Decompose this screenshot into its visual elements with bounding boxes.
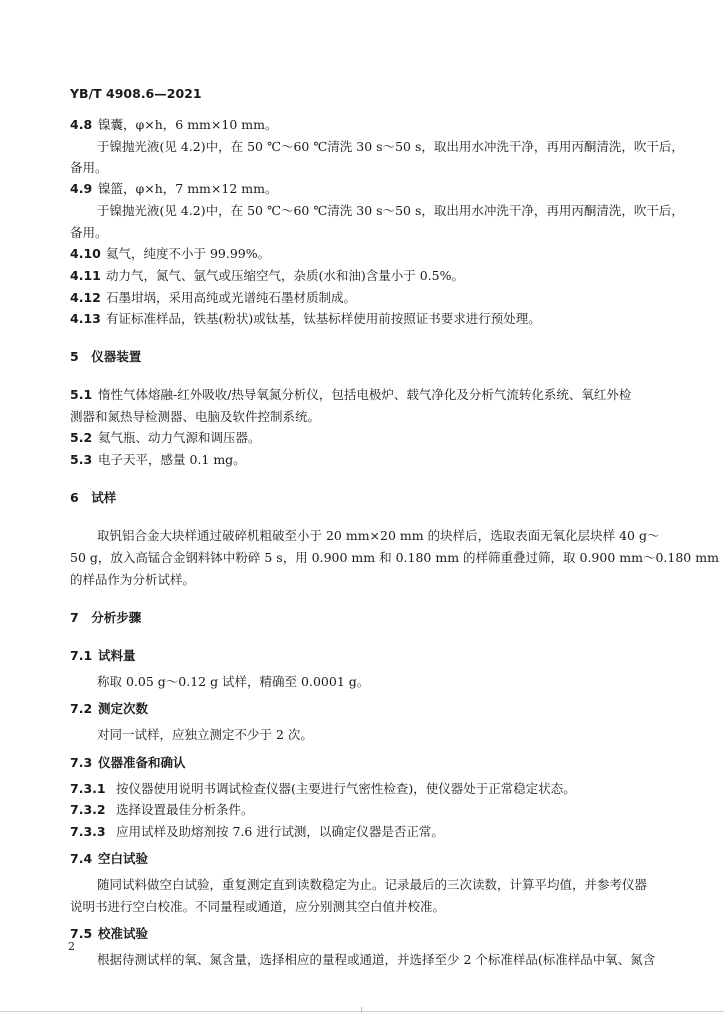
clause-5-1	[70, 386, 631, 404]
clause-7-3-1	[70, 780, 576, 798]
clause-text: 镍囊，φ×h，6 mm×10 mm。	[98, 117, 278, 132]
subsection-7-5-body-line1: 根据待测试样的氧、氮含量，选择相应的量程或通道，并选择至少 2 个标准样品(标准样品中氧、氮含	[97, 952, 656, 967]
clause-number: 7.1	[70, 648, 93, 663]
clause-5-1-cont: 测器和氮热导检测器、电脑及软件控制系统。	[70, 409, 321, 424]
subsection-7-5-heading	[70, 925, 148, 943]
section-6-para-line2: 50 g，放入高锰合金钢料钵中粉碎 5 s，用 0.900 mm 和 0.180 mm 的样筛重叠过筛，取 0.900 mm～0.180 mm	[70, 550, 719, 565]
subsection-title: 测定次数	[98, 701, 149, 716]
clause-text: 氦气瓶、动力气源和调压器。	[98, 430, 261, 445]
clause-number: 7.2	[70, 701, 93, 716]
clause-text: 石墨坩埚，采用高纯或光谱纯石墨材质制成。	[106, 290, 357, 305]
section-7-heading: 7 分析步骤	[70, 610, 142, 625]
section-5-heading: 5 仪器装置	[70, 349, 142, 364]
clause-4-8-body-cont: 备用。	[70, 160, 108, 175]
subsection-title: 试料量	[98, 648, 136, 663]
subsection-7-3-heading	[70, 754, 186, 772]
clause-7-3-2	[70, 801, 254, 819]
subsection-7-1-body: 称取 0.05 g～0.12 g 试样，精确至 0.0001 g。	[97, 674, 370, 689]
subsection-7-2-heading	[70, 700, 148, 718]
clause-number: 5.2	[70, 430, 93, 445]
clause-number: 5.1	[70, 387, 93, 402]
clause-number: 4.10	[70, 246, 101, 261]
subsection-7-4-heading	[70, 850, 148, 868]
clause-number: 7.3.2	[70, 802, 106, 817]
clause-text: 氦气，纯度不小于 99.99%。	[106, 246, 271, 261]
clause-text: 有证标准样品，铁基(粉状)或钛基，钛基标样使用前按照证书要求进行预处理。	[106, 311, 541, 326]
clause-number: 7.3	[70, 755, 93, 770]
document-id: YB/T 4908.6—2021	[70, 86, 202, 101]
subsection-title: 仪器准备和确认	[98, 755, 186, 770]
clause-number: 4.9	[70, 181, 93, 196]
section-6-heading: 6 试样	[70, 490, 117, 505]
section-6-para-line3: 的样品作为分析试样。	[70, 572, 196, 587]
clause-text: 按仪器使用说明书调试检查仪器(主要进行气密性检查)，使仪器处于正常稳定状态。	[116, 781, 576, 796]
clause-4-8	[70, 116, 277, 134]
clause-text: 镍篮，φ×h，7 mm×12 mm。	[98, 181, 278, 196]
subsection-7-4-body-line2: 说明书进行空白校准。不同量程或通道，应分别测其空白值并校准。	[70, 899, 446, 914]
clause-4-9-body: 于镍抛光液(见 4.2)中，在 50 ℃～60 ℃清洗 30 s～50 s，取出用水冲洗干净，再用丙酮清洗，吹干后，	[97, 203, 684, 218]
clause-number: 4.12	[70, 290, 101, 305]
clause-4-8-body: 于镍抛光液(见 4.2)中，在 50 ℃～60 ℃清洗 30 s～50 s，取出用水冲洗干净，再用丙酮清洗，吹干后，	[97, 139, 684, 154]
clause-4-13	[70, 310, 541, 328]
subsection-7-1-heading	[70, 647, 136, 665]
clause-text: 动力气，氮气、氩气或压缩空气，杂质(水和油)含量小于 0.5%。	[106, 268, 464, 283]
page-number: 2	[68, 940, 75, 953]
bottom-divider-tick	[361, 1007, 362, 1013]
section-6-para-line1: 取钒铝合金大块样通过破碎机粗破至小于 20 mm×20 mm 的块样后，选取表面无氧化层块样 40 g～	[97, 528, 660, 543]
clause-4-12	[70, 289, 356, 307]
clause-7-3-3	[70, 823, 444, 841]
clause-number: 7.5	[70, 926, 93, 941]
bottom-divider	[0, 1011, 724, 1012]
clause-4-9	[70, 180, 277, 198]
clause-4-11	[70, 267, 464, 285]
clause-number: 7.3.3	[70, 824, 106, 839]
subsection-title: 校准试验	[98, 926, 149, 941]
subsection-7-4-body-line1: 随同试料做空白试验，重复测定直到读数稳定为止。记录最后的三次读数，计算平均值，并参考仪器	[97, 877, 648, 892]
clause-number: 7.4	[70, 851, 93, 866]
clause-4-9-body-cont: 备用。	[70, 225, 108, 240]
clause-number: 4.13	[70, 311, 101, 326]
subsection-title: 空白试验	[98, 851, 149, 866]
clause-5-3	[70, 451, 246, 469]
clause-text: 应用试样及助熔剂按 7.6 进行试测，以确定仪器是否正常。	[116, 824, 444, 839]
clause-number: 4.11	[70, 268, 101, 283]
clause-number: 7.3.1	[70, 781, 106, 796]
clause-5-2	[70, 429, 261, 447]
clause-text: 选择设置最佳分析条件。	[116, 802, 254, 817]
clause-number: 4.8	[70, 117, 93, 132]
clause-text: 惰性气体熔融-红外吸收/热导氧氮分析仪，包括电极炉、载气净化及分析气流转化系统、氧红外检	[98, 387, 632, 402]
subsection-7-2-body: 对同一试样，应独立测定不少于 2 次。	[97, 727, 313, 742]
clause-number: 5.3	[70, 452, 93, 467]
clause-text: 电子天平，感量 0.1 mg。	[98, 452, 246, 467]
clause-4-10	[70, 245, 270, 263]
